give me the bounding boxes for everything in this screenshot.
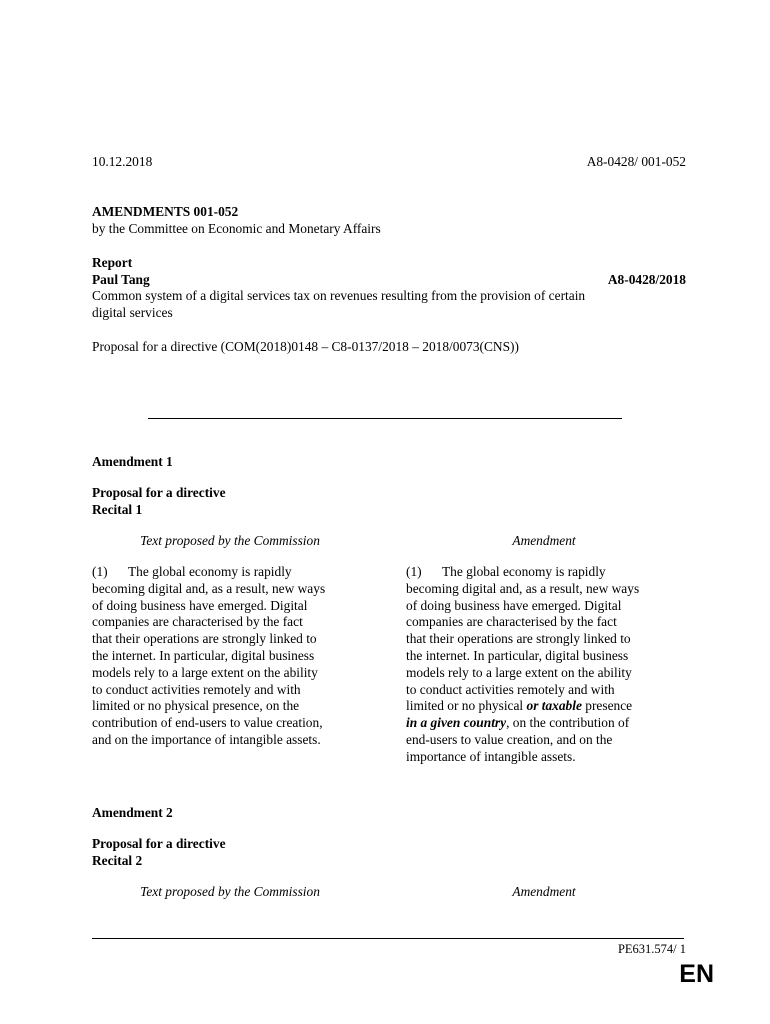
- amendment-1-left-header: Text proposed by the Commission: [140, 533, 320, 548]
- amendment-1-proposal-line: Proposal for a directive: [92, 485, 226, 500]
- amendment-2-recital: Recital 2: [92, 853, 143, 868]
- text-line: importance of intangible assets.: [406, 748, 576, 764]
- amendments-title: AMENDMENTS 001-052: [92, 204, 239, 219]
- recital-number: (1): [406, 564, 422, 579]
- report-subject-line-1: Common system of a digital services tax on revenues resulting from the provision of certain: [92, 288, 586, 303]
- document-date: 10.12.2018: [92, 154, 153, 169]
- text-line: (1) The global economy is rapidly: [92, 564, 292, 579]
- report-subject-line-2: digital services: [92, 305, 173, 320]
- amendment-2-proposal-line: Proposal for a directive: [92, 836, 226, 851]
- rapporteur-name: Paul Tang: [92, 272, 150, 287]
- text-line: that their operations are strongly linked to: [92, 631, 317, 647]
- inserted-text: or taxable: [526, 698, 582, 714]
- text-line: becoming digital and, as a result, new ways: [406, 580, 640, 596]
- committee-by-line: by the Committee on Economic and Monetary Affairs: [92, 221, 381, 236]
- text-line: of doing business have emerged. Digital: [406, 597, 622, 613]
- report-label: Report: [92, 255, 133, 270]
- amendment-1-commission-text: [92, 564, 368, 749]
- recital-number: (1): [92, 564, 108, 579]
- text-line: to conduct activities remotely and with: [406, 681, 615, 697]
- page-reference: PE631.574/ 1: [617, 942, 686, 956]
- text-line: that their operations are strongly linked to: [406, 631, 631, 647]
- text-line: and on the importance of intangible assets.: [92, 731, 321, 747]
- text-line: (1) The global economy is rapidly: [406, 564, 606, 579]
- text-line: limited or no physical presence, on the: [92, 698, 300, 714]
- text-line: the internet. In particular, digital business: [406, 647, 629, 663]
- text-line: to conduct activities remotely and with: [92, 681, 301, 697]
- amendment-1-title: Amendment 1: [92, 454, 173, 469]
- footer-divider: [92, 938, 684, 939]
- text-line: of doing business have emerged. Digital: [92, 597, 308, 613]
- text-line: the internet. In particular, digital business: [92, 647, 315, 663]
- amendment-1-recital: Recital 1: [92, 502, 143, 517]
- proposal-reference: Proposal for a directive (COM(2018)0148 – C8-0137/2018 – 2018/0073(CNS)): [92, 339, 519, 354]
- amendment-2-left-header: Text proposed by the Commission: [140, 884, 320, 899]
- document-reference: A8-0428/ 001-052: [586, 154, 686, 169]
- text-line: companies are characterised by the fact: [406, 614, 617, 630]
- inserted-text: in a given country: [406, 715, 507, 731]
- section-divider: [148, 418, 622, 419]
- text-line: in a given country, on the contribution of: [406, 715, 630, 731]
- text-line: models rely to a large extent on the ability: [92, 664, 318, 680]
- amendment-1-right-header: Amendment: [512, 533, 576, 548]
- text-line: becoming digital and, as a result, new ways: [92, 580, 326, 596]
- text-line: limited or no physical or taxable presence: [406, 698, 633, 714]
- amendment-2-right-header: Amendment: [512, 884, 576, 899]
- text-line: end-users to value creation, and on the: [406, 731, 613, 747]
- language-label: EN: [679, 960, 714, 988]
- amendment-1-amended-text: [406, 564, 682, 766]
- amendment-2-title: Amendment 2: [92, 805, 173, 820]
- text-line: companies are characterised by the fact: [92, 614, 303, 630]
- report-number: A8-0428/2018: [607, 272, 686, 287]
- text-line: contribution of end-users to value creation,: [92, 715, 323, 731]
- text-line: models rely to a large extent on the ability: [406, 664, 632, 680]
